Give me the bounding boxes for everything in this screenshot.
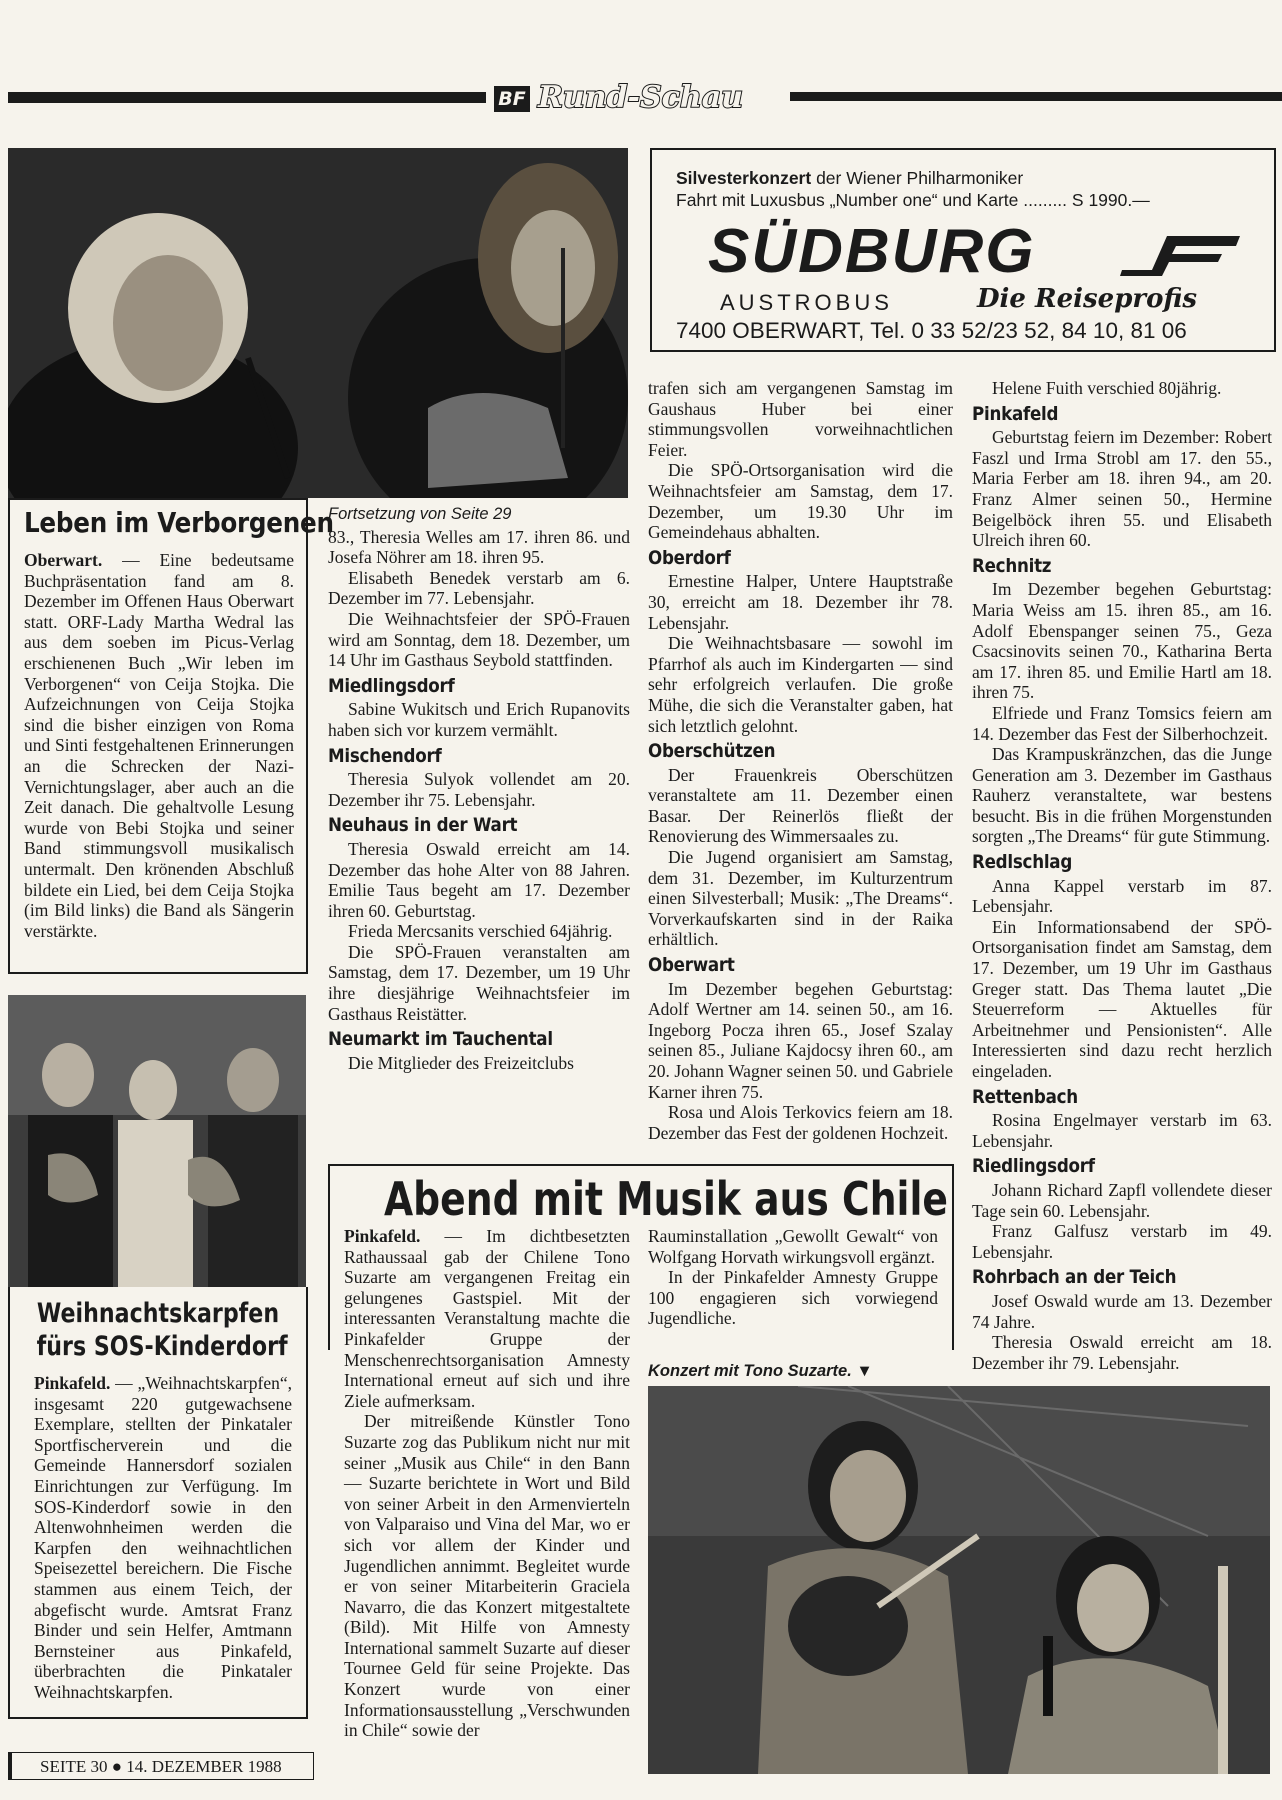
ad-sub-right: Die Reiseprofis [977, 284, 1197, 314]
column-4-local-news [972, 378, 1272, 1373]
photo-stojka-reading [8, 148, 628, 498]
heading-pinkafeld: Pinkafeld [972, 402, 1059, 425]
heading-mischendorf: Mischendorf [328, 744, 442, 767]
title-line-2: fürs SOS-Kinderdorf [36, 1331, 288, 1362]
article-lead: Oberwart. [24, 550, 103, 570]
text-oberwart-2: Rosa und Alois Terkovics feiern am 18. Dezember das Fest der goldenen Hochzeit. [648, 1102, 953, 1143]
article-leben-im-verborgenen [8, 498, 334, 974]
heading-rechnitz: Rechnitz [972, 554, 1052, 577]
ad-sub-left: AUSTROBUS [720, 290, 893, 315]
text-neuhaus-1: Theresia Oswald erreicht am 14. Dezember das hohe Alter von 88 Jahren. Emilie Taus begeht am 17. Dezember ihren 60. Geburtstag. [328, 838, 630, 921]
ad-address: 7400 OBERWART, Tel. 0 33 52/23 52, 84 10, 81 06 [676, 318, 1187, 343]
column-3-local-news [648, 378, 953, 1143]
text-rohrbach-1: Josef Oswald wurde am 13. Dezember 74 Jahre. [972, 1290, 1272, 1332]
heading-oberschuetzen: Oberschützen [648, 740, 776, 763]
chile-lead: Pinkafeld. [344, 1226, 421, 1246]
article-weihnachtskarpfen [8, 1287, 308, 1719]
text-pinkafeld: Geburtstag feiern im Dezember: Robert Faszl und Irma Strobl am 17. den 55., Maria Ferber am 18. ihren 94., am 20. Franz Almer seinen 50., Hermine Beigelböck ihren 55. und Elisabeth Ulreich ihren 60. [972, 427, 1272, 551]
text-oberwart-1: Im Dezember begehen Geburtstag: Adolf Wertner am 14. seinen 50., am 16. Ingeborg Pocza ihren 65., Josef Szalay seinen 85., Juliane Kajdocsy ihren 60., am 20. Johann Wagner seinen 50. und Gabriele Karner ihren 75. [648, 978, 953, 1102]
text-rechnitz-1: Im Dezember begehen Geburtstag: Maria Weiss am 15. ihren 85., am 16. Adolf Ebenspanger seinen 75., Geza Csacsinovits seinen 70., Katharina Berta am 17. ihren 85. und Emilie Hartl am 18. ihren 75. [972, 579, 1272, 703]
chile-title: Abend mit Musik aus Chile [383, 1172, 948, 1226]
ad-dots: ......... [1023, 190, 1068, 210]
article-title [10, 1297, 306, 1363]
text-redlschlag-2: Ein Informationsabend der SPÖ-Ortsorganisation findet am Samstag, dem 17. Dezember, um 19 Uhr im Gasthaus Greger statt. Das Thema lautet „Die Steuerreform — Aktuelles für Arbeitnehmer und Pensionisten“. Alle Interessierten sind dazu recht herzlich eingeladen. [972, 916, 1272, 1081]
ad-line2 [676, 190, 1150, 211]
article-text: — Eine bedeutsame Buchpräsentation fand am 8. Dezember im Offenen Haus Oberwart statt. ORF-Lady Martha Wedral las aus dem soeben im Picus-Verlag erschienenen Buch „Wir leben im Verborgenen“ von Ceija Stojka. Die Aufzeichnungen von Ceija Stojka sind die bisher einzigen von Roma und Sinti festgehaltenen Erinnerungen an die Schrecken der Nazi-Vernichtungslager, aber auch an die Zeit danach. Die gehaltvolle Lesung wurde von Bebi Stojka und seiner Band stimmungsvoll musikalisch untermalt. Den krönenden Abschluß bildete ein Lied, bei dem Ceija Stojka (im Bild links) die Band als Sängerin verstärkte. [24, 550, 294, 941]
text-rohrbach-2: Theresia Oswald erreicht am 18. Dezember ihr 79. Lebensjahr. [972, 1332, 1272, 1373]
masthead-title: Rund-Schau [538, 80, 743, 115]
col3-p2: Die SPÖ-Ortsorganisation wird die Weihnachtsfeier am Samstag, dem 17. Dezember, um 19.30 Uhr im Gemeindehaus abhalten. [648, 460, 953, 543]
chile-text-right-1: Rauminstallation „Gewollt Gewalt“ von Wolfgang Horvath wirkungsvoll ergänzt. [648, 1226, 938, 1267]
heading-redlschlag: Redlschlag [972, 851, 1073, 874]
text-riedlingsdorf-1: Johann Richard Zapfl vollendete dieser Tage sein 60. Lebensjahr. [972, 1179, 1272, 1221]
continuation-kicker: Fortsetzung von Seite 29 [328, 505, 512, 523]
heading-rettenbach: Rettenbach [972, 1085, 1078, 1108]
text-miedlingsdorf: Sabine Wukitsch und Erich Rupanovits haben sich vor kurzem vermählt. [328, 699, 630, 740]
col2-p3: Die Weihnachtsfeier der SPÖ-Frauen wird am Sonntag, dem 18. Dezember, um 14 Uhr im Gasthaus Seybold stattfinden. [328, 608, 630, 671]
article-lead: Pinkafeld. [34, 1373, 111, 1393]
text-oberdorf-2: Die Weihnachtsbasare — sowohl im Pfarrhof als auch im Kindergarten — sind sehr erfolgreich verlaufen. Die große Mühe, die sich die Veranstalter gaben, hat sich letztlich gelohnt. [648, 633, 953, 736]
col3-p1: trafen sich am vergangenen Samstag im Gaushaus Huber bei einer stimmungsvollen vorweihnachtlichen Feier. [648, 378, 953, 460]
col2-p2: Elisabeth Benedek verstarb am 6. Dezember im 77. Lebensjahr. [328, 567, 630, 609]
text-rettenbach: Rosina Engelmayer verstarb im 63. Lebensjahr. [972, 1110, 1272, 1151]
text-oberschuetzen-1: Der Frauenkreis Oberschützen veranstaltete am 11. Dezember einen Basar. Der Reinerlös fließt der Renovierung des Wimmersaales zu. [648, 764, 953, 847]
ad-line1-bold: Silvesterkonzert [676, 168, 812, 188]
text-neuhaus-3: Die SPÖ-Frauen veranstalten am Samstag, dem 17. Dezember, um 19 Uhr ihre diesjährige Weihnachtsfeier im Gasthaus Reistätter. [328, 941, 630, 1024]
masthead-rule-right [790, 92, 1282, 101]
ad-brand: SÜDBURG [708, 217, 1036, 286]
text-rechnitz-2: Elfriede und Franz Tomsics feiern am 14. Dezember das Fest der Silberhochzeit. [972, 702, 1272, 744]
title-line-1: Weihnachtskarpfen [36, 1298, 280, 1329]
text-rechnitz-3: Das Krampuskränzchen, das die Junge Generation am 3. Dezember im Gasthaus Rauherz veranstaltete, war bestens besucht. Bis in die frühen Morgenstunden sorgten „The Dreams“ für gute Stimmung. [972, 744, 1272, 847]
chile-photo-caption: Konzert mit Tono Suzarte. ▼ [648, 1362, 873, 1380]
chile-body-right [648, 1226, 938, 1329]
photo-tono-suzarte-concert [648, 1386, 1270, 1774]
text-mischendorf: Theresia Sulyok vollendet am 20. Dezember ihr 75. Lebensjahr. [328, 769, 630, 810]
text-neuhaus-2: Frieda Mercsanits verschied 64jährig. [348, 921, 613, 942]
article-body [34, 1373, 292, 1703]
ad-line2-text: Fahrt mit Luxusbus „Number one“ und Karte [676, 190, 1019, 210]
photo-karpfen-handover [8, 995, 306, 1287]
heading-neuhaus: Neuhaus in der Wart [328, 814, 518, 837]
article-body [24, 550, 294, 941]
text-oberdorf-1: Ernestine Halper, Untere Hauptstraße 30, erreicht am 18. Dezember ihr 78. Lebensjahr. [648, 571, 953, 633]
ad-logo-mark [1112, 230, 1242, 276]
text-riedlingsdorf-2: Franz Galfusz verstarb im 49. Lebensjahr. [972, 1221, 1272, 1262]
chile-text-left: — Im dichtbesetzten Rathaussaal gab der Chilene Tono Suzarte am vergangenen Freitag ein gelungenes Gastspiel. Mit der interessanten Veranstaltung machte die Pinkafelder Gruppe der Menschenrechtsorganisation Amnesty International erneut auf sich und ihre Ziele aufmerksam. [344, 1226, 630, 1411]
ad-suedburg[interactable] [650, 148, 1276, 352]
ad-line1 [676, 168, 1023, 189]
ad-price: S 1990.— [1071, 190, 1150, 210]
heading-riedlingsdorf: Riedlingsdorf [972, 1155, 1095, 1178]
chile-text-left-2: Der mitreißende Künstler Tono Suzarte zog das Publikum nicht nur mit seiner „Musik aus Chile“ in den Bann — Suzarte berichtete in Wort und Bild von seiner Arbeit in den Armenvierteln von Valparaiso und Vina del Mar, wo er sich vor allem der Kinder und Jugendlichen annimmt. Begleitet wurde er von seiner Mitarbeiterin Graciela Navarro, die das Konzert mitgestaltete (Bild). Mit Hilfe von Amnesty International sammelt Suzarte auf dieser Tournee Geld für seine Projekte. Das Konzert wurde von einer Informationsausstellung „Verschwunden in Chile“ sowie der [344, 1411, 630, 1741]
col4-p0: Helene Fuith verschied 80jährig. [992, 378, 1222, 398]
chile-text-right-2: In der Pinkafelder Amnesty Gruppe 100 engagieren sich vorwiegend Jugendliche. [648, 1267, 938, 1329]
article-text: — „Weihnachtskarpfen“, insgesamt 220 gutgewachsene Exemplare, stellten der Pinkataler Sportfischerverein und die Gemeinde Hannersdorf sozialen Einrichtungen zur Verfügung. Im SOS-Kinderdorf sowie in den Altenwohnheimen werden die Karpfen den weihnachtlichen Speisezettel bereichern. Die Fische stammen aus einem Teich, der abgefischt wurde. Amtsrat Franz Binder und sein Helfer, Amtmann Bernsteiner aus Pinkafeld, überbrachten die Pinkataler Weihnachtskarpfen. [34, 1373, 292, 1702]
masthead-logo: BF [494, 86, 530, 112]
article-title: Leben im Verborgenen [24, 506, 334, 539]
heading-miedlingsdorf: Miedlingsdorf [328, 674, 455, 697]
ad-line1-rest: der Wiener Philharmoniker [816, 168, 1024, 188]
text-oberschuetzen-2: Die Jugend organisiert am Samstag, dem 31. Dezember, im Kulturzentrum einen Silvesterball; Musik: „The Dreams“. Vorverkaufskarten sind in der Raika erhältlich. [648, 847, 953, 950]
text-redlschlag-1: Anna Kappel verstarb im 87. Lebensjahr. [972, 875, 1272, 917]
heading-neumarkt: Neumarkt im Tauchental [328, 1028, 553, 1051]
heading-oberwart: Oberwart [648, 954, 735, 977]
masthead-rule-left [8, 92, 486, 103]
col2-p1: 83., Theresia Welles am 17. ihren 86. und Josefa Nöhrer am 18. ihren 95. [328, 526, 630, 568]
column-2-local-news [328, 504, 630, 1073]
chile-body-left [344, 1226, 630, 1741]
heading-oberdorf: Oberdorf [648, 546, 731, 569]
page-footer: SEITE 30 ● 14. DEZEMBER 1988 [8, 1752, 314, 1780]
text-neumarkt: Die Mitglieder des Freizeitclubs [348, 1052, 574, 1073]
heading-rohrbach: Rohrbach an der Teich [972, 1266, 1177, 1289]
